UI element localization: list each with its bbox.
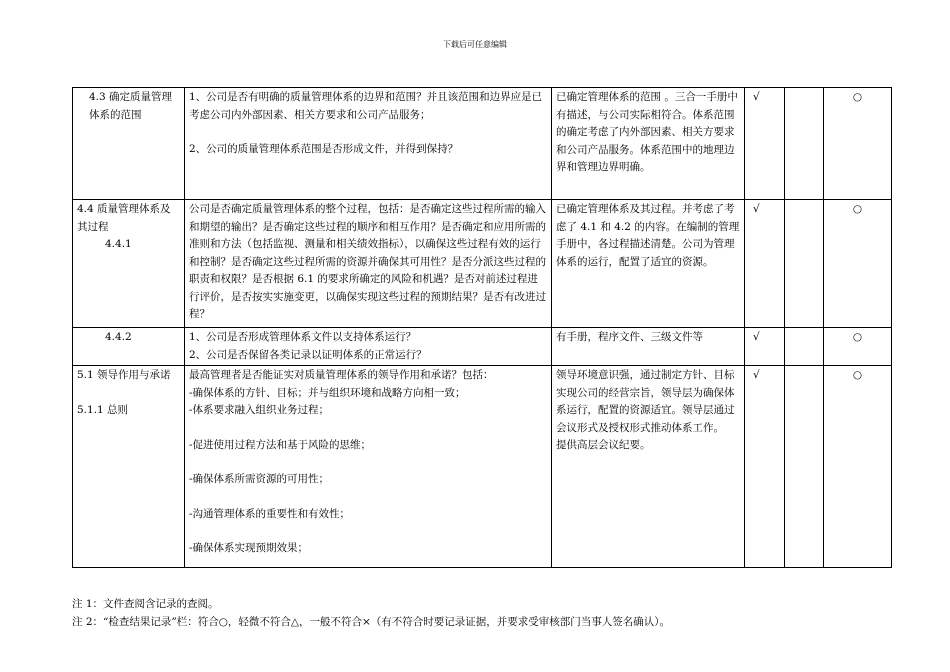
question-text: 最高管理者是否能证实对质量管理体系的领导作用和承诺？包括： [189,369,494,381]
clause-subnumber: 4.4.1 [105,238,132,250]
footnote-1: 注 1：文件查阅含记录的查阅。 [72,598,219,610]
clause-cell [73,366,185,568]
table-row [73,200,892,328]
question-text: -促进使用过程方法和基于风险的思维； [189,438,372,451]
question-text: -确保体系所需资源的可用性； [189,473,330,485]
question-cell [185,88,552,200]
clause-title: 4.4.2 [105,331,132,343]
table-row [73,366,892,568]
check-mark-cell: √ [745,366,785,568]
question-text: -沟通管理体系的重要性和有效性； [189,507,351,520]
clause-title: 4.3 确定质量管理体系的范围 [89,91,173,121]
record-text: 有手册，程序文件、三级文件等 [556,331,703,343]
record-cell [552,88,745,200]
result-mark-cell: ○ [824,200,892,328]
record-text: 已确定管理体系的范围 。三合一手册中有描述，与公司实际相符合。体系范围的确定考虑了内外部因素、相关方要求和公司产品服务。体系范围中的地理边界和管理边界明确。 [556,91,738,173]
question-text: 1、公司是否有明确的质量管理体系的边界和范围？并且该范围和边界应是已考虑公司内外部因素、相关方要求和公司产品服务； [189,91,543,121]
record-text: 领导环境意识强，通过制定方针、目标实现公司的经营宗旨，领导层为确保体系运行，配置的资源适宜。领导层通过会议形式及授权形式推动体系工作。 [556,369,735,434]
table-row [73,328,892,366]
question-text: -体系要求融入组织业务过程； [189,404,330,416]
check-mark-cell: √ [745,88,785,200]
question-text: 公司是否确定质量管理体系的整个过程，包括：是否确定这些过程所需的输入和期望的输出？是否确定这些过程的顺序和相互作用？是否确定和应用所需的准则和方法（包括监视、测量和相关绩效指标），以确保这些过程有效的运行和控制？是否确定这些过程所需的资源并确保其可用性？是否分派这些过程的职责和权限？是否根据 6.1 的要求所确定的风险和机遇？是否对前述过程进行评价，是否按实实施变更，以确保实现这些过程的预期结果？是否有改进过程？ [189,203,546,320]
question-text: 1、公司是否形成管理体系文件以支持体系运行？ [189,331,417,343]
record-cell [552,366,745,568]
question-text: 2、公司是否保留各类记录以证明体系的正常运行？ [189,348,427,361]
check-mark-cell: √ [745,328,785,366]
question-text: -确保体系实现预期效果； [189,542,309,554]
blank-cell [785,328,824,366]
clause-title: 5.1 领导作用与承诺 [77,369,171,381]
table-row [73,88,892,200]
record-cell [552,200,745,328]
page-header-note: 下载后可任意编辑 [443,40,507,49]
clause-cell [73,200,185,328]
question-cell [185,328,552,366]
check-mark-cell: √ [745,200,785,328]
blank-cell [785,200,824,328]
question-text: -确保体系的方针、目标；并与组织环境和战略方向相一致； [189,386,466,399]
result-mark-cell: ○ [824,328,892,366]
question-cell [185,366,552,568]
footnote-2: 注 2：“检查结果记录”栏：符合○，轻微不符合△，一般不符合×（有不符合时要记录证据，并要求受审核部门当事人签名确认）。 [72,616,671,628]
question-text: 2、公司的质量管理体系范围是否形成文件，并得到保持？ [189,143,459,155]
blank-cell [785,366,824,568]
clause-subnumber: 5.1.1 总则 [77,403,129,416]
question-cell [185,200,552,328]
record-text: 提供高层会议纪要。 [556,439,651,451]
clause-cell [73,88,185,200]
audit-checklist-table [72,87,892,568]
result-mark-cell: ○ [824,88,892,200]
clause-cell [73,328,185,366]
clause-title: 4.4 质量管理体系及其过程 [77,203,171,233]
record-cell [552,328,745,366]
result-mark-cell: ○ [824,366,892,568]
record-text: 已确定管理体系及其过程。并考虑了考虑了 4.1 和 4.2 的内容。在编制的管理手册中，各过程描述清楚。公司为管理体系的运行，配置了适宜的资源。 [556,203,740,268]
blank-cell [785,88,824,200]
